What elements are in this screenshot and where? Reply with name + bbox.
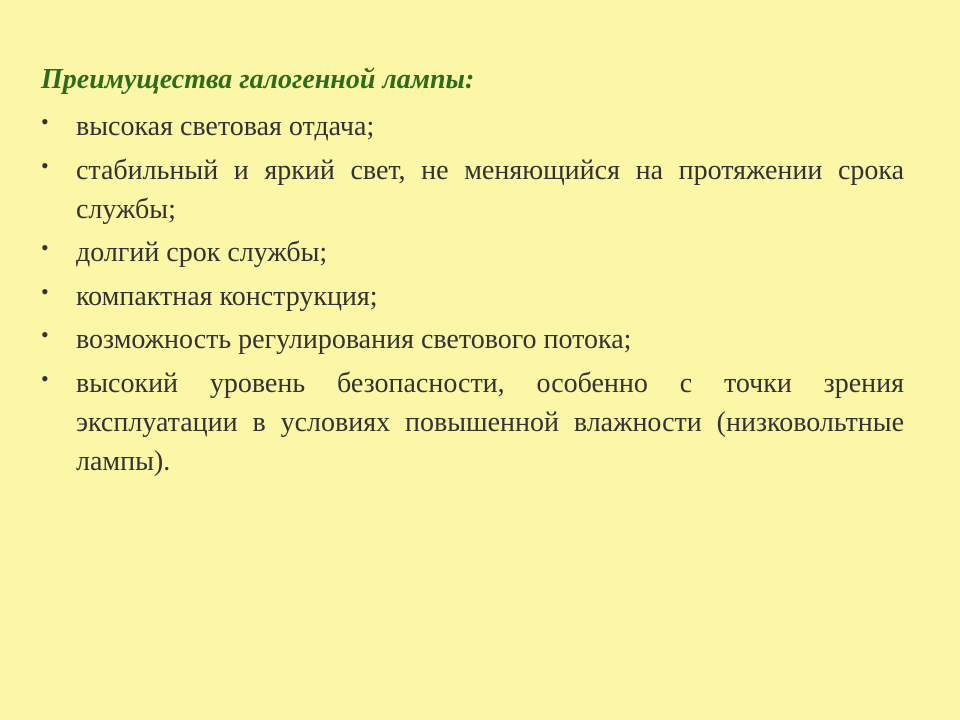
list-item [40,277,904,316]
list-item [40,151,904,229]
list-item [40,107,904,146]
list-item-text: долгий срок службы; [76,237,328,268]
bullet-icon: • [41,365,49,391]
list-item-text: стабильный и яркий свет, не меняющийся на протяжении срока службы; [76,154,904,225]
slide-title: Преимущества галогенной лампы: [41,64,475,95]
bullet-icon: • [41,152,49,178]
bullet-icon: • [41,109,49,134]
list-item-text: возможность регулирования светового потока; [76,324,632,355]
bullet-icon: • [41,322,49,347]
list-item [40,364,904,481]
bullet-icon: • [41,235,49,260]
list-item-text: высокая световая отдача; [76,111,375,142]
list-item [40,320,904,359]
list-item [40,233,904,272]
bullet-icon: • [41,278,49,304]
list-item-text: высокий уровень безопасности, особенно с точки зрения эксплуатации в условиях повышенной влажности (низковольтные лампы). [76,367,904,477]
advantages-list [40,107,904,485]
list-item-text: компактная конструкция; [76,280,378,312]
